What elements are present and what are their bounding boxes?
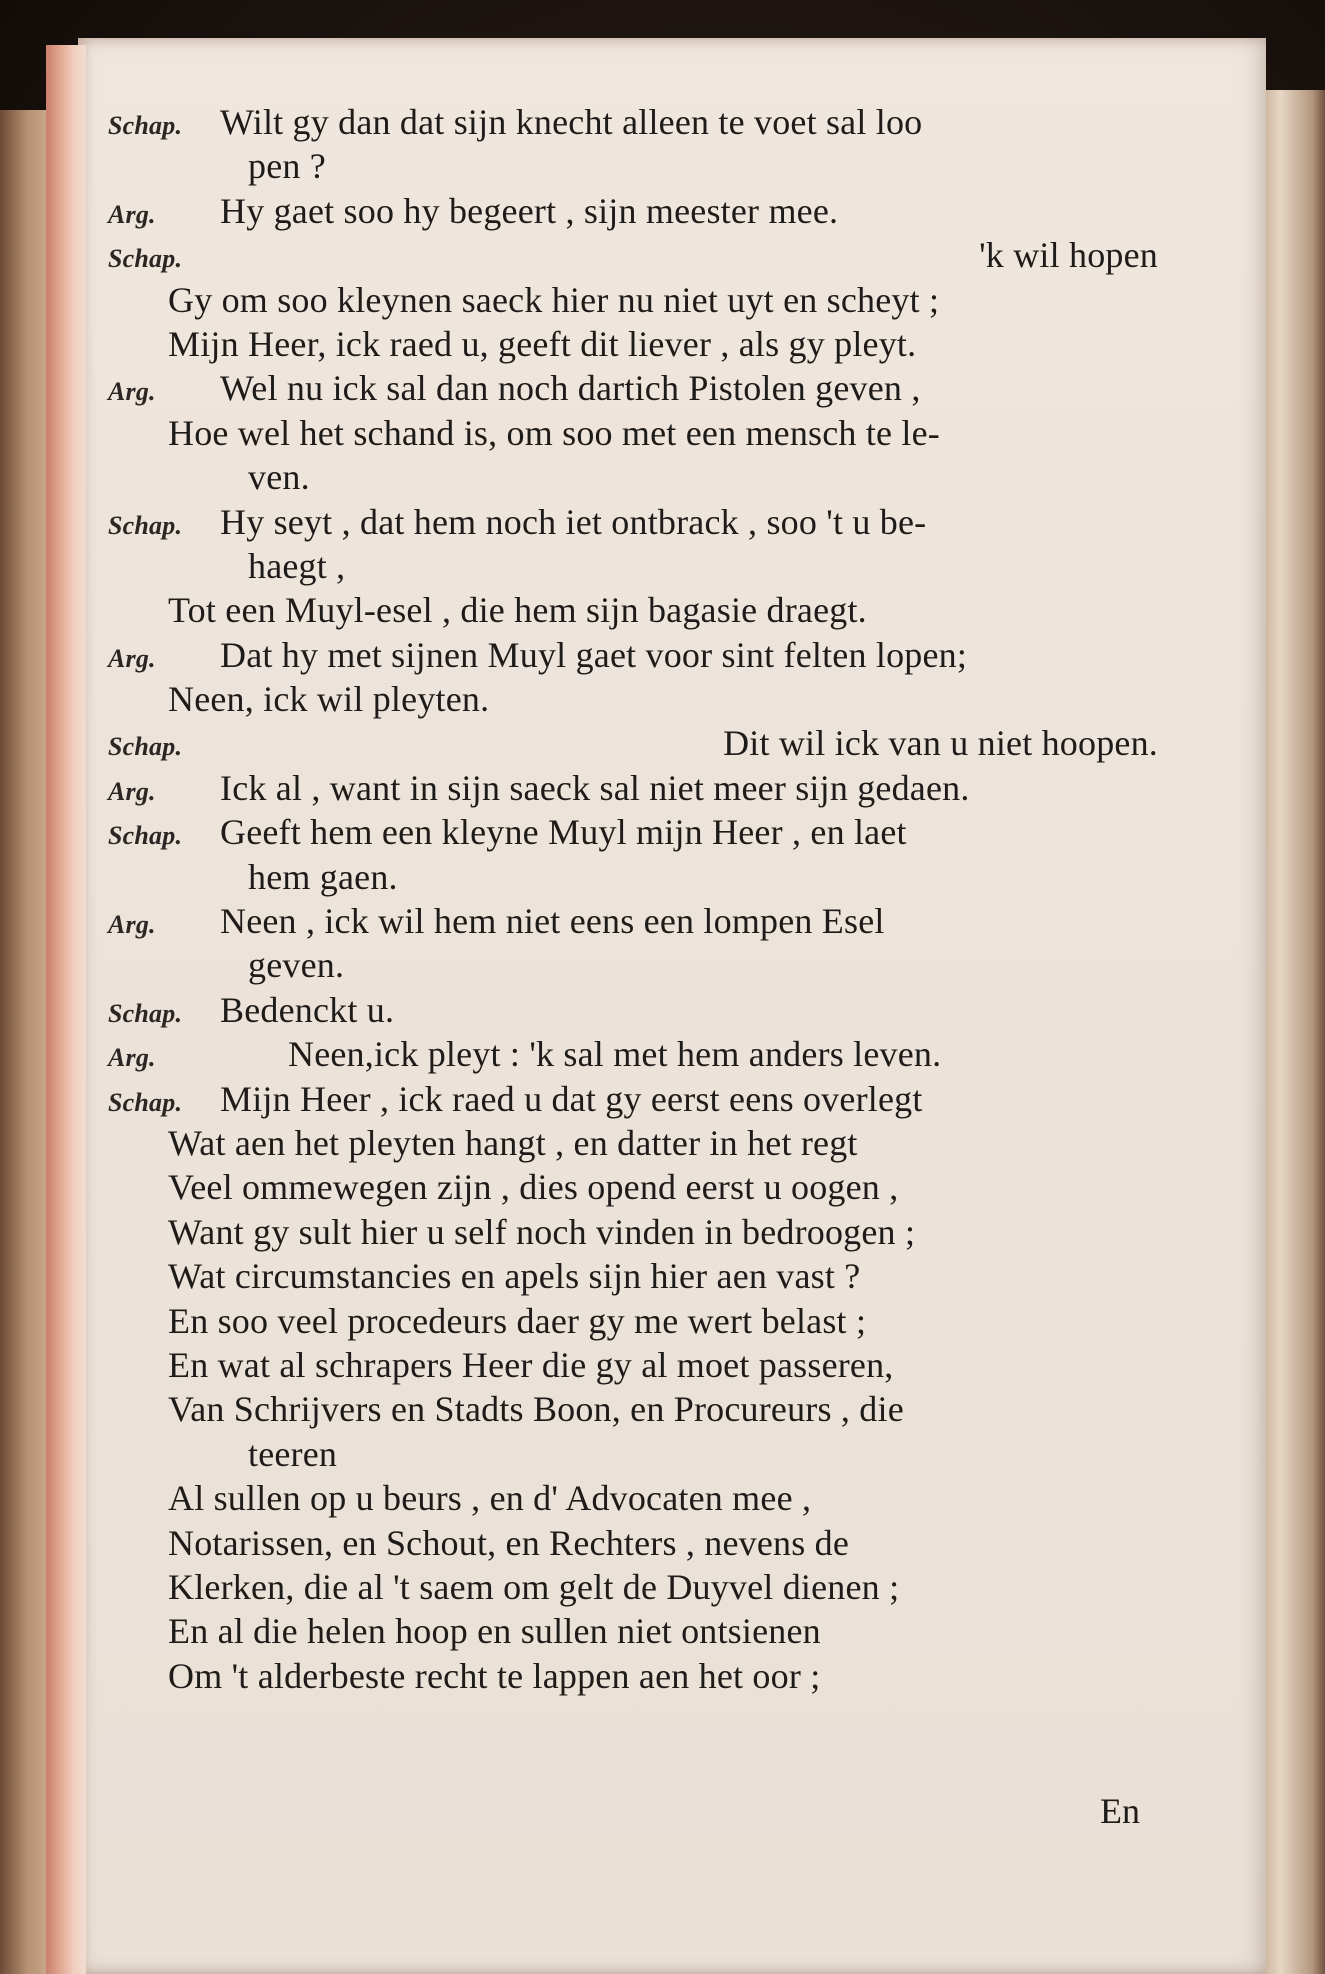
line-text: Al sullen op u beurs , en d' Advocaten mee , — [168, 1478, 812, 1519]
line-text: 'k wil hopen — [979, 235, 1158, 276]
speaker-label: Schap. — [108, 1087, 183, 1117]
line-text: teeren — [248, 1433, 338, 1474]
text-line — [108, 500, 1158, 544]
text-line — [108, 1521, 1158, 1565]
text-line — [108, 544, 1158, 588]
line-text: Bedenckt u. — [220, 989, 395, 1030]
speaker-label: Schap. — [108, 821, 183, 851]
line-text: Dit wil ick van u niet hoopen. — [723, 723, 1158, 764]
text-line — [108, 677, 1158, 721]
text-line — [108, 988, 1158, 1032]
speaker-label: Schap. — [108, 510, 183, 540]
text-line — [108, 233, 1158, 277]
text-line — [108, 855, 1158, 899]
speaker-label: Arg. — [108, 776, 156, 806]
text-line — [108, 721, 1158, 765]
text-line — [108, 1254, 1158, 1298]
line-text: ven. — [248, 457, 310, 498]
line-text: Geeft hem een kleyne Muyl mijn Heer , en laet — [220, 812, 907, 853]
line-text: haegt , — [248, 545, 346, 586]
text-line — [108, 943, 1158, 987]
speaker-label: Arg. — [108, 643, 156, 673]
speaker-label: Arg. — [108, 1043, 156, 1073]
text-line — [108, 1210, 1158, 1254]
text-line — [108, 455, 1158, 499]
line-text: Wilt gy dan dat sijn knecht alleen te voet sal loo — [220, 102, 923, 142]
speaker-label: Schap. — [108, 111, 183, 140]
text-line — [108, 633, 1158, 677]
speaker-label: Schap. — [108, 732, 183, 762]
line-text: Van Schrijvers en Stadts Boon, en Procureurs , die — [168, 1389, 904, 1430]
text-line — [108, 411, 1158, 455]
line-text: Hy gaet soo hy begeert , sijn meester mee. — [220, 190, 839, 231]
line-text: Wat aen het pleyten hangt , en datter in het regt — [168, 1122, 858, 1163]
line-text: Tot een Muyl-esel , die hem sijn bagasie draegt. — [168, 590, 867, 631]
text-line — [108, 1165, 1158, 1209]
speaker-label: Schap. — [108, 244, 183, 274]
line-text: Mijn Heer, ick raed u, geeft dit liever , als gy pleyt. — [168, 323, 917, 364]
line-text: geven. — [248, 945, 345, 986]
text-line — [108, 1565, 1158, 1609]
page-stack-right — [1262, 90, 1325, 1974]
text-line — [108, 366, 1158, 410]
text-line — [108, 1476, 1158, 1520]
line-text: Notarissen, en Schout, en Rechters , nevens de — [168, 1522, 850, 1563]
line-text: Neen , ick wil hem niet eens een lompen Esel — [220, 901, 885, 942]
line-text: Hy seyt , dat hem noch iet ontbrack , soo 't u be- — [220, 501, 927, 542]
text-line — [108, 766, 1158, 810]
text-line — [108, 1299, 1158, 1343]
line-text: Klerken, die al 't saem om gelt de Duyvel dienen ; — [168, 1566, 900, 1607]
text-line — [108, 1343, 1158, 1387]
text-line — [108, 100, 1158, 144]
line-text: Wel nu ick sal dan noch dartich Pistolen geven , — [220, 368, 921, 409]
line-text: Veel ommewegen zijn , dies opend eerst u oogen , — [168, 1167, 899, 1208]
line-text: Neen, ick wil pleyten. — [168, 679, 490, 720]
text-line — [108, 588, 1158, 632]
text-line — [108, 189, 1158, 233]
line-text: En al die helen hoop en sullen niet ontsienen — [168, 1611, 821, 1652]
text-line — [108, 278, 1158, 322]
line-text: Om 't alderbeste recht te lappen aen het oor ; — [168, 1655, 821, 1696]
text-line — [108, 1121, 1158, 1165]
line-text: pen ? — [248, 146, 326, 187]
line-text: Ick al , want in sijn saeck sal niet meer sijn gedaen. — [220, 767, 970, 808]
speaker-label: Arg. — [108, 377, 156, 407]
text-line — [108, 899, 1158, 943]
line-text: En soo veel procedeurs daer gy me wert belast ; — [168, 1300, 867, 1341]
speaker-label: Arg. — [108, 199, 156, 229]
text-line — [108, 1609, 1158, 1653]
line-text: Neen,ick pleyt : 'k sal met hem anders leven. — [288, 1034, 942, 1075]
text-line — [108, 1077, 1158, 1121]
text-line — [108, 1654, 1158, 1698]
speaker-label: Arg. — [108, 910, 156, 940]
page-text — [108, 100, 1158, 1698]
line-text: hem gaen. — [248, 856, 398, 897]
text-line — [108, 144, 1158, 188]
line-text: En wat al schrapers Heer die gy al moet passeren, — [168, 1344, 894, 1385]
gutter-edge — [46, 45, 86, 1974]
line-text: Wat circumstancies en apels sijn hier aen vast ? — [168, 1256, 861, 1297]
line-text: Gy om soo kleynen saeck hier nu niet uyt en scheyt ; — [168, 279, 940, 320]
catchword: En — [1100, 1791, 1140, 1831]
text-line — [108, 1387, 1158, 1431]
text-line — [108, 322, 1158, 366]
line-text: Mijn Heer , ick raed u dat gy eerst eens overlegt — [220, 1078, 923, 1119]
text-line — [108, 810, 1158, 854]
line-text: Want gy sult hier u self noch vinden in bedroogen ; — [168, 1211, 916, 1252]
line-text: Dat hy met sijnen Muyl gaet voor sint felten lopen; — [220, 634, 968, 675]
speaker-label: Schap. — [108, 998, 183, 1028]
text-line — [108, 1032, 1158, 1076]
text-line — [108, 1432, 1158, 1476]
line-text: Hoe wel het schand is, om soo met een mensch te le- — [168, 412, 940, 453]
